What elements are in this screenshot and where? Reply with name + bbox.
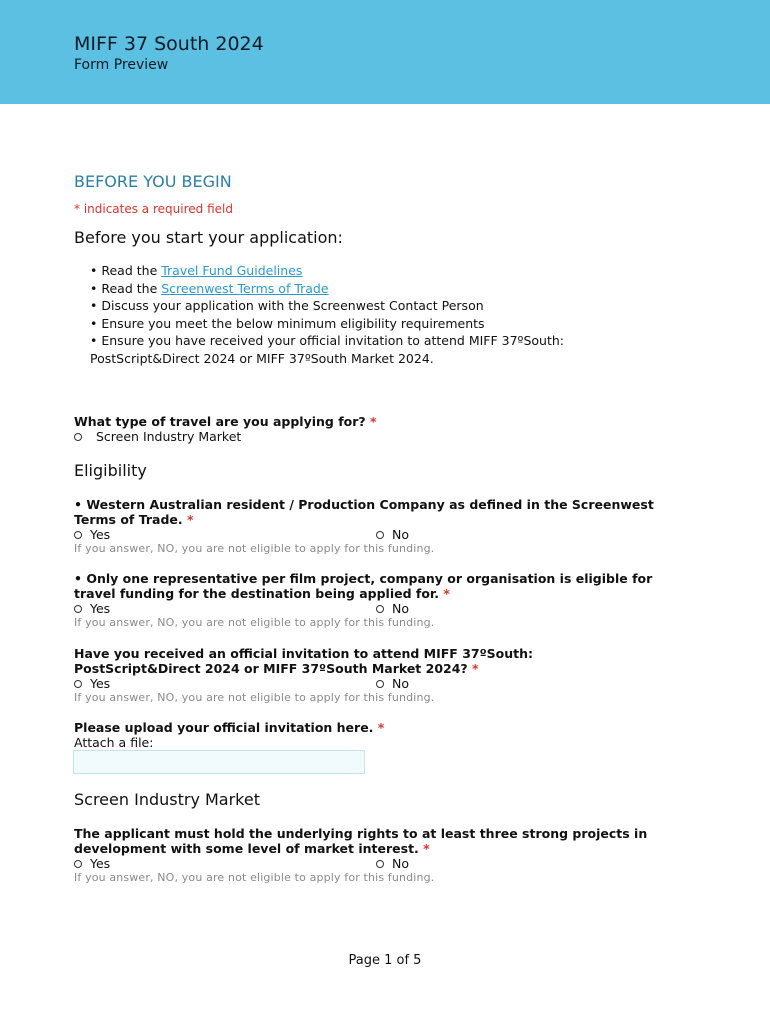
required-field-note: * indicates a required field (74, 202, 233, 216)
travel-type-option-screen-industry-market[interactable] (74, 429, 241, 444)
question-text: PostScript&Direct 2024 or MIFF 37ºSouth Market 2024? (74, 661, 468, 676)
option-label: No (392, 856, 409, 871)
question-text: The applicant must hold the underlying rights to at least three strong projects in (74, 826, 648, 841)
radio-icon[interactable] (376, 680, 384, 688)
before-start-heading: Before you start your application: (74, 228, 343, 247)
upload-invitation-question (74, 720, 684, 735)
checklist-text: Ensure you have received your official invitation to attend MIFF 37ºSouth: (101, 333, 564, 348)
checklist-item-continued (82, 350, 564, 368)
page-indicator: Page 1 of 5 (348, 953, 422, 968)
section-title: BEFORE YOU BEGIN (74, 172, 232, 191)
option-label: Yes (90, 601, 111, 616)
checklist-item: • Discuss your application with the Screenwest Contact Person (90, 298, 484, 313)
required-star: * (443, 586, 450, 601)
checklist-item: • Ensure you have received your official invitation to attend MIFF 37ºSouth: (90, 333, 564, 348)
ineligible-hint: If you answer, NO, you are not eligible to apply for this funding. (74, 542, 435, 555)
one-representative-no-radio[interactable] (376, 601, 409, 616)
question-text: travel funding for the destination being applied for. (74, 586, 440, 601)
question-text: Terms of Trade. (74, 512, 183, 527)
required-star: * (423, 841, 430, 856)
option-label: Yes (90, 676, 111, 691)
checklist-text: Ensure you meet the below minimum eligibility requirements (101, 315, 485, 331)
eligibility-heading: Eligibility (74, 461, 147, 480)
question-text: development with some level of market interest. (74, 841, 419, 856)
radio-icon[interactable] (74, 433, 82, 441)
eligibility-question-one-representative (74, 571, 684, 601)
form-title: MIFF 37 South 2024 (74, 33, 264, 55)
radio-icon[interactable] (376, 531, 384, 539)
radio-icon[interactable] (74, 531, 82, 539)
option-label: Yes (90, 856, 111, 871)
one-representative-yes-radio[interactable] (74, 601, 110, 616)
radio-icon[interactable] (376, 605, 384, 613)
checklist-item: • Read the Travel Fund Guidelines (90, 263, 303, 278)
underlying-rights-no-radio[interactable] (376, 856, 409, 871)
travel-type-question (74, 414, 684, 429)
question-text: Please upload your official invitation here. (74, 720, 374, 735)
checklist (90, 262, 564, 367)
required-star: * (472, 661, 479, 676)
checklist-text: Read the (101, 263, 162, 278)
checklist-text: PostScript&Direct 2024 or MIFF 37ºSouth Market 2024. (90, 350, 434, 366)
wa-resident-yes-radio[interactable] (74, 527, 110, 542)
required-star: * (187, 512, 194, 527)
eligibility-question-wa-resident (74, 497, 684, 527)
radio-icon[interactable] (74, 860, 82, 868)
option-label: Screen Industry Market (96, 429, 242, 444)
screen-industry-market-heading: Screen Industry Market (74, 790, 260, 809)
terms-of-trade-link[interactable]: Screenwest Terms of Trade (161, 280, 329, 296)
option-label: No (392, 527, 409, 542)
market-question-underlying-rights (74, 826, 684, 856)
question-text: • Only one representative per film project, company or organisation is eligible for (74, 571, 653, 586)
option-label: No (392, 601, 409, 616)
radio-icon[interactable] (74, 680, 82, 688)
form-header (0, 0, 770, 104)
checklist-item: • Read the Screenwest Terms of Trade (90, 280, 329, 296)
eligibility-question-official-invitation (74, 646, 684, 676)
radio-icon[interactable] (74, 605, 82, 613)
checklist-text: Discuss your application with the Screenwest Contact Person (101, 298, 484, 313)
attach-file-label: Attach a file: (74, 735, 154, 750)
required-star: * (377, 720, 385, 735)
file-upload-input[interactable] (73, 750, 365, 774)
option-label: No (392, 676, 409, 691)
question-text: Have you received an official invitation to attend MIFF 37ºSouth: (74, 646, 534, 661)
question-text: • Western Australian resident / Production Company as defined in the Screenwest (74, 497, 654, 512)
ineligible-hint: If you answer, NO, you are not eligible to apply for this funding. (74, 871, 435, 884)
required-star: * (370, 414, 377, 429)
official-invitation-no-radio[interactable] (376, 676, 409, 691)
ineligible-hint: If you answer, NO, you are not eligible to apply for this funding. (74, 691, 435, 704)
travel-fund-guidelines-link[interactable]: Travel Fund Guidelines (161, 263, 303, 278)
form-subtitle: Form Preview (74, 57, 169, 73)
radio-icon[interactable] (376, 860, 384, 868)
checklist-text: Read the (101, 280, 162, 296)
checklist-item: • Ensure you meet the below minimum eligibility requirements (90, 315, 485, 331)
ineligible-hint: If you answer, NO, you are not eligible to apply for this funding. (74, 616, 435, 629)
underlying-rights-yes-radio[interactable] (74, 856, 110, 871)
wa-resident-no-radio[interactable] (376, 527, 409, 542)
option-label: Yes (90, 527, 111, 542)
question-text: What type of travel are you applying for? (74, 414, 366, 429)
official-invitation-yes-radio[interactable] (74, 676, 110, 691)
